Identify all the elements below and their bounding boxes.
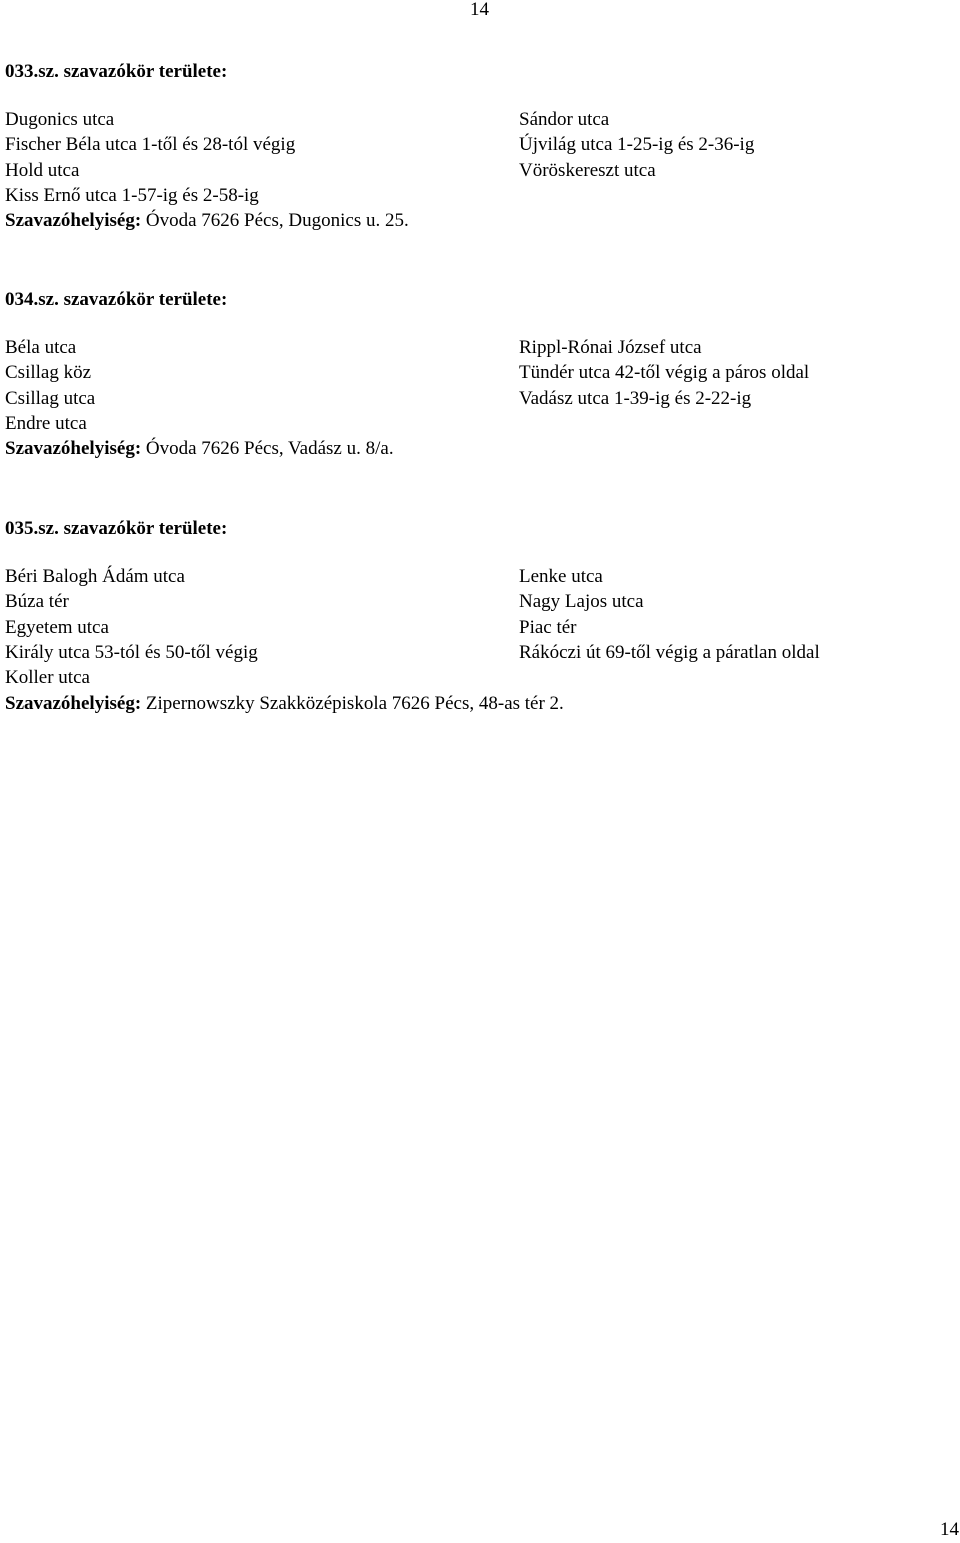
street-item: Koller utca (5, 667, 90, 689)
polling-place (5, 208, 409, 233)
polling-place-label: Szavazóhelyiség: (5, 693, 142, 714)
polling-place-value: Óvoda 7626 Pécs, Dugonics u. 25. (141, 210, 409, 231)
district-title: 033.sz. szavazókör területe: (5, 61, 228, 82)
street-item: Lenke utca (519, 566, 603, 587)
street-list-right (519, 335, 809, 411)
polling-place-label: Szavazóhelyiség: (5, 438, 142, 459)
street-item: Rippl-Rónai József utca (519, 337, 702, 358)
street-item: Béri Balogh Ádám utca (5, 566, 185, 587)
street-item: Hold utca (5, 159, 80, 181)
street-item: Csillag köz (5, 362, 92, 384)
polling-place (5, 691, 564, 716)
street-list-right (519, 107, 754, 183)
street-item: Kiss Ernő utca 1-57-ig és 2-58-ig (5, 184, 259, 206)
district-title: 035.sz. szavazókör területe: (5, 518, 228, 539)
street-list-right (519, 564, 820, 665)
street-item: Csillag utca (5, 387, 96, 409)
district-title: 034.sz. szavazókör területe: (5, 289, 228, 310)
street-item: Rákóczi út 69-től végig a páratlan oldal (519, 641, 820, 663)
polling-place-value: Zipernowszky Szakközépiskola 7626 Pécs, 48-as tér 2. (141, 693, 564, 714)
page-number-top: 14 (470, 0, 489, 20)
street-list-left (5, 564, 258, 690)
street-item: Piac tér (519, 616, 577, 638)
street-item: Fischer Béla utca 1-től és 28-tól végig (5, 134, 296, 156)
polling-place (5, 436, 394, 461)
street-list-left (5, 107, 295, 208)
street-item: Nagy Lajos utca (519, 591, 644, 613)
street-item: Egyetem utca (5, 616, 109, 638)
street-item: Vadász utca 1-39-ig és 2-22-ig (519, 387, 752, 409)
street-item: Búza tér (5, 591, 69, 613)
street-list-left (5, 335, 95, 436)
street-item: Újvilág utca 1-25-ig és 2-36-ig (519, 134, 755, 156)
street-item: Endre utca (5, 412, 87, 434)
street-item: Tündér utca 42-től végig a páros oldal (519, 362, 810, 384)
street-item: Dugonics utca (5, 109, 115, 130)
street-item: Király utca 53-tól és 50-től végig (5, 641, 258, 663)
page-number-bottom: 14 (940, 1519, 959, 1540)
street-item: Béla utca (5, 337, 77, 358)
street-item: Sándor utca (519, 109, 610, 130)
polling-place-value: Óvoda 7626 Pécs, Vadász u. 8/a. (141, 438, 394, 459)
polling-place-label: Szavazóhelyiség: (5, 210, 142, 231)
street-item: Vöröskereszt utca (519, 159, 656, 181)
